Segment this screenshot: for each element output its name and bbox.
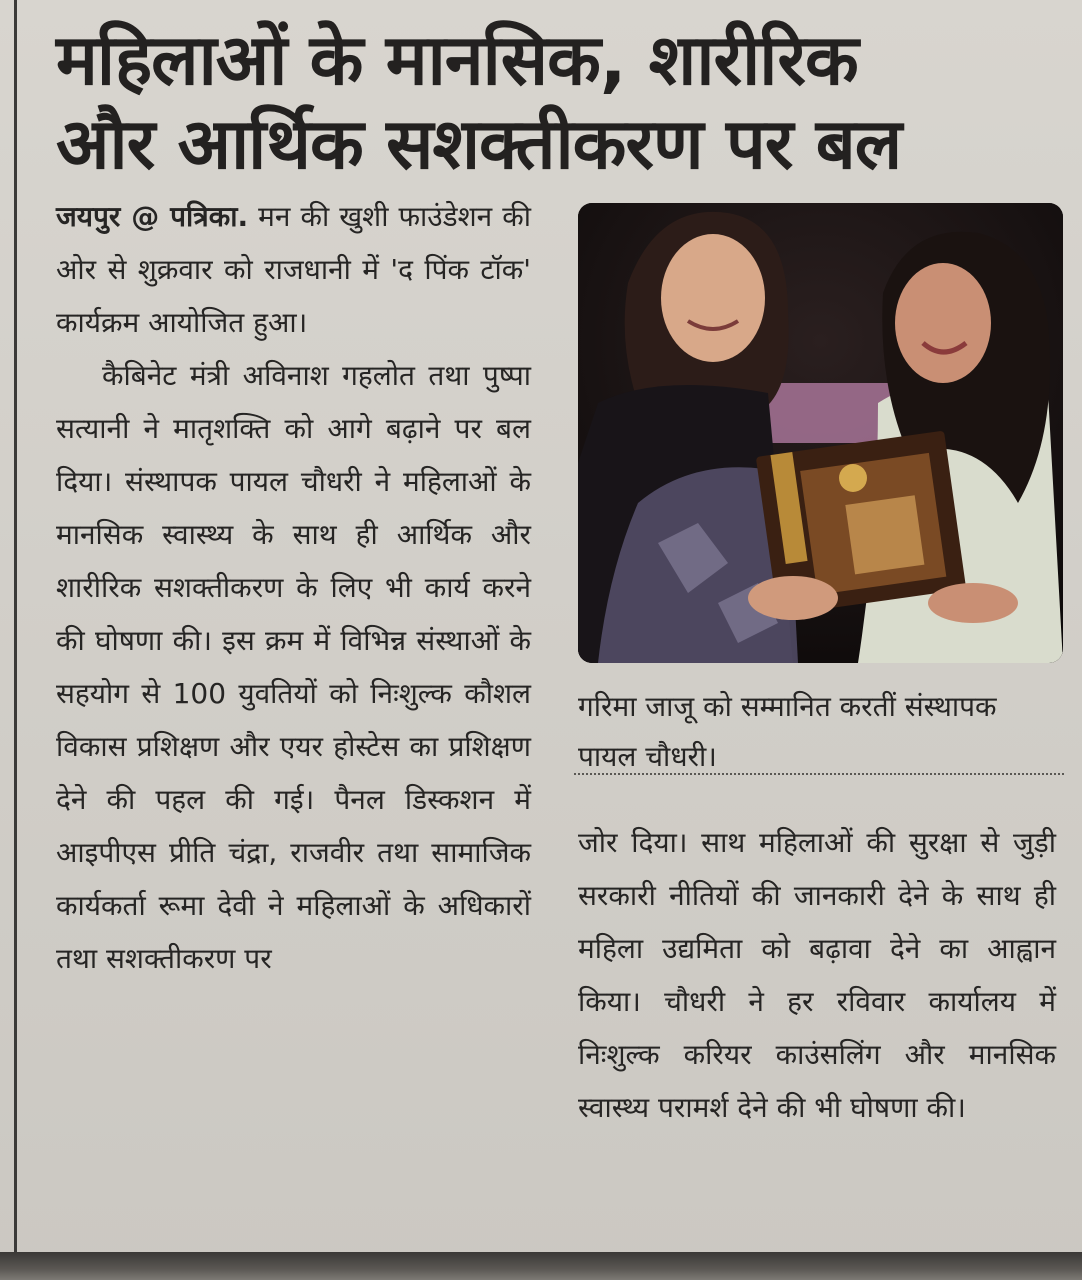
article-column-left bbox=[56, 190, 531, 985]
headline-line-2: और आर्थिक सशक्तीकरण पर बल bbox=[56, 103, 902, 185]
column-rule bbox=[14, 0, 17, 1280]
paragraph-intro bbox=[56, 190, 531, 349]
caption-divider bbox=[574, 773, 1064, 775]
dateline: जयपुर @ पत्रिका. bbox=[56, 200, 249, 233]
paragraph-1-text: मन की खुशी फाउंडेशन की ओर से शुक्रवार को राजधानी में 'द पिंक टॉक' कार्यक्रम आयोजित हुआ। bbox=[56, 200, 531, 339]
headline bbox=[56, 18, 1056, 186]
article-column-right bbox=[578, 816, 1056, 1134]
paragraph-3: जोर दिया। साथ महिलाओं की सुरक्षा से जुड़ी सरकारी नीतियों की जानकारी देने के साथ ही महिला उद्यमिता को बढ़ावा देने का आह्वान किया। चौधरी ने हर रविवार कार्यालय में निःशुल्क करियर काउंसलिंग और मानसिक स्वास्थ्य परामर्श देने की भी घोषणा की। bbox=[578, 826, 1056, 1124]
news-photo bbox=[578, 203, 1063, 663]
page-bottom-edge bbox=[0, 1252, 1082, 1280]
award-ceremony-photo bbox=[578, 203, 1063, 663]
photo-caption: गरिमा जाजू को सम्मानित करतीं संस्थापक पायल चौधरी। bbox=[578, 690, 997, 773]
headline-line-1: महिलाओं के मानसिक, शारीरिक bbox=[56, 19, 858, 101]
paragraph-2: कैबिनेट मंत्री अविनाश गहलोत तथा पुष्पा सत्यानी ने मातृशक्ति को आगे बढ़ाने पर बल दिया। संस्थापक पायल चौधरी ने महिलाओं के मानसिक स्वास्थ्य के साथ ही आर्थिक और शारीरिक सशक्तीकरण के लिए भी कार्य करने की घोषणा की। इस क्रम में विभिन्न संस्थाओं के सहयोग से 100 युवतियों को निःशुल्क कौशल विकास प्रशिक्षण और एयर होस्टेस का प्रशिक्षण देने की पहल की गई। पैनल डिस्कशन में आइपीएस प्रीति चंद्रा, राजवीर तथा सामाजिक कार्यकर्ता रूमा देवी ने महिलाओं के अधिकारों तथा सशक्तीकरण पर bbox=[56, 359, 531, 975]
